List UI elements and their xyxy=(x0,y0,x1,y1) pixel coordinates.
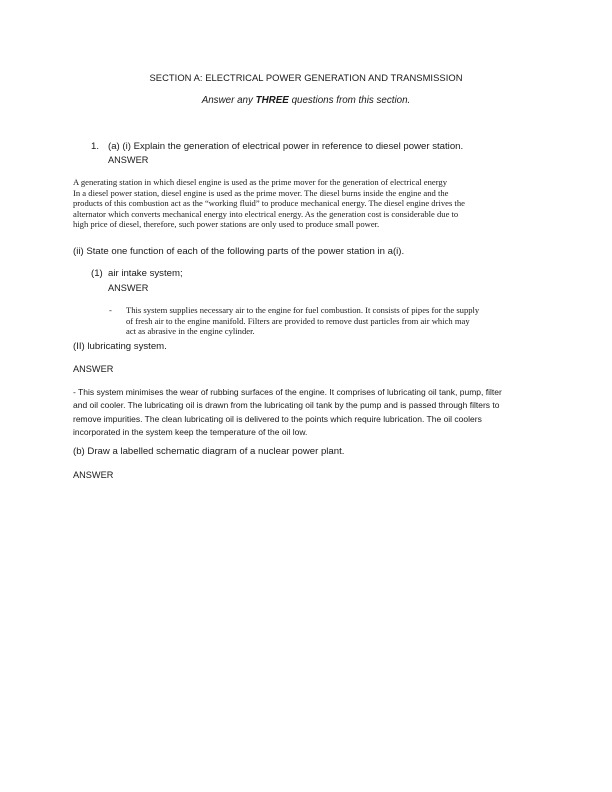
answer-line: remove impurities. The clean lubricating oil is delivered to the points which require lubrication. The oil coolers xyxy=(73,413,482,424)
subquestion-number: (1) xyxy=(91,268,103,279)
answer-label: ANSWER xyxy=(108,283,149,293)
bullet-dash: - xyxy=(109,305,112,315)
answer-line: and oil cooler. The lubricating oil is drawn from the lubricating oil tank by the pump and is passed through filters to xyxy=(73,400,500,411)
answer-label: ANSWER xyxy=(73,470,114,480)
subquestion-air-intake: air intake system; xyxy=(108,268,183,279)
subquestion-lubricating: (II) lubricating system. xyxy=(73,341,167,352)
answer-line: This system supplies necessary air to the engine for fuel combustion. It consists of pipes for the supply xyxy=(126,305,480,315)
section-instruction xyxy=(0,95,612,106)
section-title: SECTION A: ELECTRICAL POWER GENERATION AND TRANSMISSION xyxy=(149,72,463,83)
instruction-suffix: questions from this section. xyxy=(288,95,411,106)
instruction-emphasis: THREE xyxy=(255,95,289,106)
answer-lubricating xyxy=(73,386,502,439)
answer-label: ANSWER xyxy=(73,364,114,374)
answer-line: high price of diesel, therefore, such power stations are only used to produce small power. xyxy=(73,219,380,230)
question-number: 1. xyxy=(91,141,100,152)
question-part-b: (b) Draw a labelled schematic diagram of a nuclear power plant. xyxy=(73,446,345,457)
answer-line: alternator which converts mechanical energy into electrical energy. As the generation cost is considerable due to xyxy=(73,208,459,219)
answer-diesel-generation xyxy=(73,177,465,230)
question-part-a-i: (a) (i) Explain the generation of electrical power in reference to diesel power station. xyxy=(108,141,464,152)
answer-line: In a diesel power station, diesel engine is used as the prime mover. The diesel burns inside the engine and the xyxy=(73,187,449,198)
answer-label: ANSWER xyxy=(108,155,149,165)
instruction-prefix: Answer any xyxy=(201,95,256,106)
answer-line: incorporated in the system keep the temperature of the oil low. xyxy=(73,426,308,437)
question-part-a-ii: (ii) State one function of each of the following parts of the power station in a(i). xyxy=(73,246,405,257)
answer-line: - This system minimises the wear of rubbing surfaces of the engine. It comprises of lubricating oil tank, pump, filter xyxy=(73,387,502,397)
answer-line: of fresh air to the engine manifold. Filters are provided to remove dust particles from air which may xyxy=(126,315,470,326)
answer-line: act as abrasive in the engine cylinder. xyxy=(126,326,255,337)
answer-air-intake xyxy=(126,305,479,337)
answer-line: products of this combustion act as the “working fluid” to produce mechanical energy. The diesel engine drives the xyxy=(73,198,465,209)
answer-line: A generating station in which diesel engine is used as the prime mover for the generation of electrical energy xyxy=(73,177,448,187)
